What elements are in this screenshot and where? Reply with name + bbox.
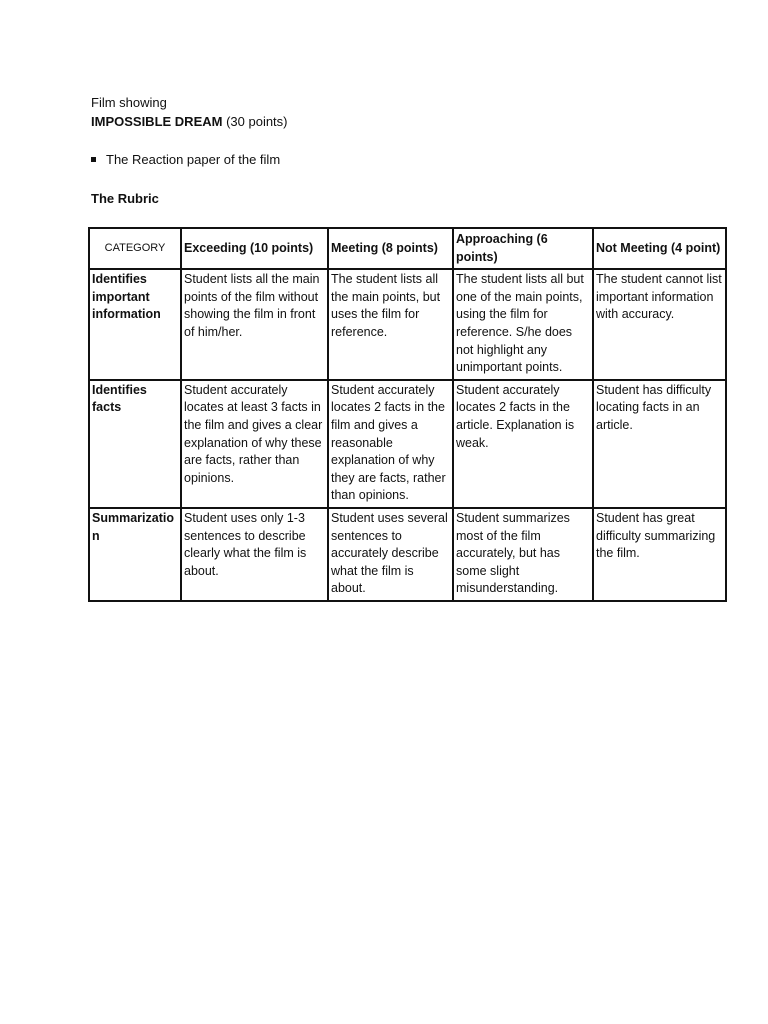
table-cell: Student accurately locates 2 facts in the film and gives a reasonable explanation of why they are facts, rather than opinions. [328,380,453,508]
table-cell: Student has difficulty locating facts in an article. [593,380,726,508]
table-cell: The student lists all but one of the main points, using the film for reference. S/he does not highlight any unimportant points. [453,269,593,380]
table-cell: Student uses several sentences to accurately describe what the film is about. [328,508,453,601]
header-not-meeting: Not Meeting (4 point) [593,228,726,269]
film-title-line [91,114,288,130]
header-meeting: Meeting (8 points) [328,228,453,269]
bullet-item [91,152,280,168]
film-showing-label: Film showing [91,95,167,110]
table-header-row [89,228,726,269]
table-cell: Student lists all the main points of the film without showing the film in front of him/her. [181,269,328,380]
table-cell: Student accurately locates 2 facts in the article. Explanation is weak. [453,380,593,508]
table-cell: Student accurately locates at least 3 facts in the film and gives a clear explanation of why these are facts, rather than opinions. [181,380,328,508]
table-cell: The student cannot list important information with accuracy. [593,269,726,380]
table-row [89,269,726,380]
row-label: Summarization [89,508,181,601]
table-cell: Student uses only 1-3 sentences to describe clearly what the film is about. [181,508,328,601]
row-label: Identifies facts [89,380,181,508]
rubric-heading: The Rubric [91,191,159,206]
table-cell: Student has great difficulty summarizing the film. [593,508,726,601]
row-label: Identifies important information [89,269,181,380]
film-title: IMPOSSIBLE DREAM [91,114,223,129]
header-exceeding: Exceeding (10 points) [181,228,328,269]
bullet-text: The Reaction paper of the film [106,152,281,167]
header-category: CATEGORY [89,228,181,269]
table-row [89,508,726,601]
table-row [89,380,726,508]
table-cell: The student lists all the main points, but uses the film for reference. [328,269,453,380]
table-cell: Student summarizes most of the film accurately, but has some slight misunderstanding. [453,508,593,601]
header-approaching: Approaching (6 points) [453,228,593,269]
square-bullet-icon [91,157,96,162]
rubric-table [88,227,727,602]
film-points: (30 points) [222,114,288,129]
